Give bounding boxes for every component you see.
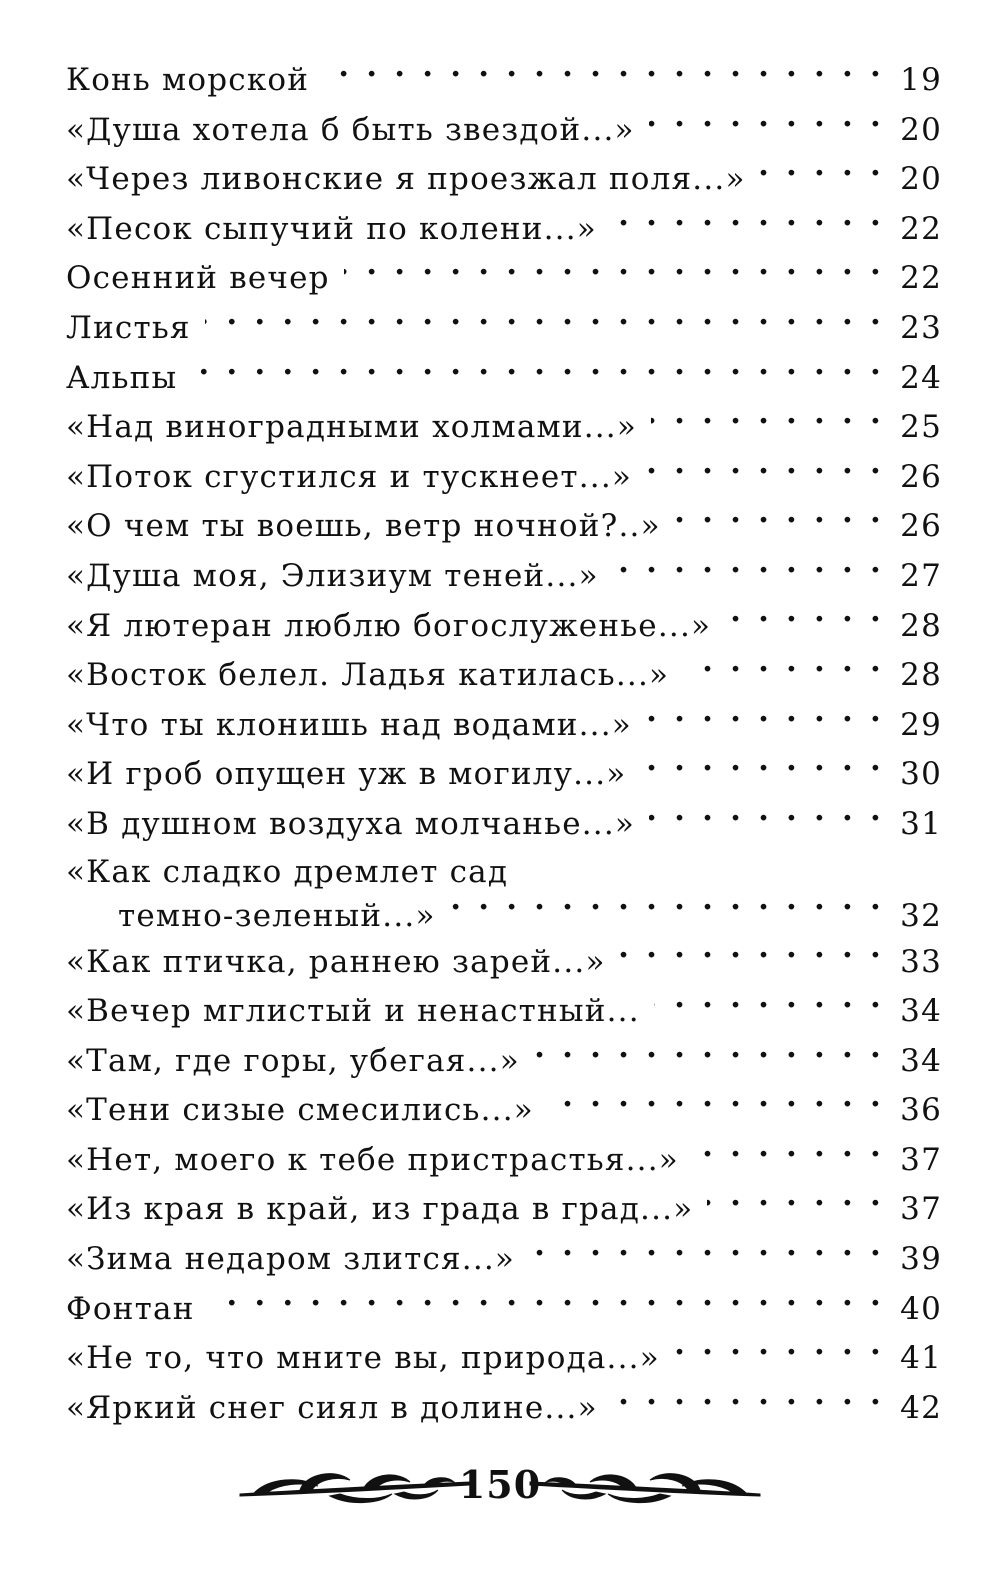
toc-entry-page: 26 <box>900 508 942 545</box>
dot-leader <box>640 753 884 784</box>
toc-entry <box>66 651 942 701</box>
toc-entry-title: «Нет, моего к тебе пристрастья...» <box>66 1141 679 1178</box>
toc-entry-page: 40 <box>900 1290 942 1327</box>
toc-entry <box>66 1334 942 1384</box>
toc-entry <box>66 453 942 503</box>
toc-entry-title: «Душа хотела б быть звездой...» <box>66 111 635 148</box>
dot-leader <box>725 605 884 636</box>
toc-entry <box>66 354 942 404</box>
toc-entry-page: 20 <box>900 111 942 148</box>
toc-entry <box>66 1086 942 1136</box>
toc-entry-page: 41 <box>900 1340 942 1377</box>
toc-entry <box>66 254 942 304</box>
toc-entry <box>66 1384 942 1434</box>
toc-entry-page: 34 <box>900 1042 942 1079</box>
toc-entry-title: «Я лютеран люблю богослуженье...» <box>66 607 712 644</box>
toc-entry <box>66 552 942 602</box>
toc-entry-title: «И гроб опущен уж в могилу...» <box>66 756 627 793</box>
toc-entry-title: «Что ты клонишь над водами...» <box>66 706 632 743</box>
toc-entry-page: 22 <box>900 260 942 297</box>
toc-entry-title: «Душа моя, Элизиум теней...» <box>66 557 599 594</box>
toc-entry <box>66 1136 942 1186</box>
dot-leader <box>548 1089 884 1120</box>
toc-entry-page: 29 <box>900 706 942 743</box>
toc-entry-title: «Там, где горы, убегая...» <box>66 1042 520 1079</box>
toc-entry <box>66 1037 942 1087</box>
toc-entry <box>66 205 942 255</box>
toc-entry-title: «Тени сизые смесились...» <box>66 1092 534 1129</box>
toc-entry-page: 19 <box>900 62 942 98</box>
toc-entry-page: 24 <box>900 359 942 396</box>
dot-leader <box>613 555 884 586</box>
toc-entry <box>66 1235 942 1285</box>
toc-entry-title: «Зима недаром злится...» <box>66 1241 516 1278</box>
toc-entry <box>66 1185 942 1235</box>
dot-leader <box>529 1238 884 1269</box>
toc-entry-title: «Через ливонские я проезжал поля...» <box>66 161 746 198</box>
toc-entry <box>66 403 942 453</box>
toc-entry-page: 30 <box>900 756 942 793</box>
dot-leader <box>620 941 884 972</box>
toc-entry-title: Альпы <box>66 359 178 396</box>
dot-leader <box>191 357 884 388</box>
toc-entry-title: «Песок сыпучий по колени...» <box>66 210 597 247</box>
dot-leader <box>760 158 884 189</box>
dot-leader <box>649 803 884 834</box>
toc-entry-title: «Восток белел. Ладья катилась...» <box>66 657 670 694</box>
dot-leader <box>323 59 884 90</box>
dot-leader <box>534 1040 884 1071</box>
toc-entry <box>66 938 942 988</box>
toc-entry <box>66 850 942 938</box>
toc-entry-title: «В душном воздуха молчанье...» <box>66 805 636 842</box>
dot-leader <box>646 704 884 735</box>
dot-leader <box>646 456 884 487</box>
dot-leader <box>649 109 884 140</box>
dot-leader <box>654 990 884 1021</box>
dot-leader <box>611 208 884 239</box>
toc-entry-title: Фонтан <box>66 1290 195 1327</box>
toc-entry-page: 28 <box>900 607 942 644</box>
toc-entry <box>66 800 942 850</box>
dot-leader <box>693 1139 884 1170</box>
toc-entry-title: «О чем ты воешь, ветр ночной?..» <box>66 508 661 545</box>
dot-leader <box>674 1337 884 1368</box>
toc-entry-title: Листья <box>66 309 191 346</box>
page-number: 150 <box>458 1462 542 1507</box>
toc-entry-title: «Над виноградными холмами...» <box>66 409 638 446</box>
toc-entry-title-continued: темно-зеленый...» <box>118 897 436 934</box>
toc-entry <box>66 155 942 205</box>
dot-leader <box>344 257 884 288</box>
toc-entry-page: 33 <box>900 943 942 980</box>
toc-entry-title: Конь морской <box>66 62 310 98</box>
dot-leader <box>707 1188 884 1219</box>
toc-entry-page: 31 <box>900 805 942 842</box>
toc-entry-page: 34 <box>900 993 942 1030</box>
toc-entry <box>66 56 942 106</box>
toc-entry-page: 23 <box>900 309 942 346</box>
toc-entry-title: «Яркий снег сиял в долине...» <box>66 1389 598 1426</box>
dot-leader <box>612 1387 884 1418</box>
toc-entry-page: 37 <box>900 1191 942 1228</box>
toc-entry-page: 36 <box>900 1092 942 1129</box>
toc-entry <box>66 304 942 354</box>
toc-entry-page: 32 <box>900 897 942 934</box>
toc-entry <box>66 106 942 156</box>
toc-entry <box>66 602 942 652</box>
toc-entry-title: «Не то, что мните вы, природа...» <box>66 1340 660 1377</box>
toc-entry <box>66 701 942 751</box>
toc-entry-page: 42 <box>900 1389 942 1426</box>
dot-leader <box>209 1288 884 1319</box>
dot-leader <box>450 895 884 926</box>
toc-entry-page: 28 <box>900 657 942 694</box>
toc-entry-title: Осенний вечер <box>66 260 330 297</box>
toc-entry-title: «Вечер мглистый и ненастный... <box>66 993 640 1030</box>
dot-leader <box>205 307 884 338</box>
toc-entry-title: «Как птичка, раннею зарей...» <box>66 943 606 980</box>
table-of-contents <box>66 56 942 1433</box>
toc-entry <box>66 502 942 552</box>
toc-entry-page: 20 <box>900 161 942 198</box>
dot-leader <box>675 505 884 536</box>
toc-entry-title: «Из края в край, из града в град...» <box>66 1191 694 1228</box>
toc-entry-title: «Поток сгустился и тускнеет...» <box>66 458 633 495</box>
toc-entry <box>66 1285 942 1335</box>
toc-entry <box>66 750 942 800</box>
toc-entry-page: 22 <box>900 210 942 247</box>
toc-entry-page: 27 <box>900 557 942 594</box>
page-footer <box>0 1450 1000 1520</box>
toc-entry-page: 37 <box>900 1141 942 1178</box>
toc-entry-page: 25 <box>900 409 942 446</box>
toc-entry-page: 39 <box>900 1241 942 1278</box>
dot-leader <box>651 406 884 437</box>
dot-leader <box>683 654 884 685</box>
toc-entry-title: «Как сладко дремлет сад <box>66 853 509 890</box>
toc-entry-page: 26 <box>900 458 942 495</box>
toc-entry <box>66 987 942 1037</box>
